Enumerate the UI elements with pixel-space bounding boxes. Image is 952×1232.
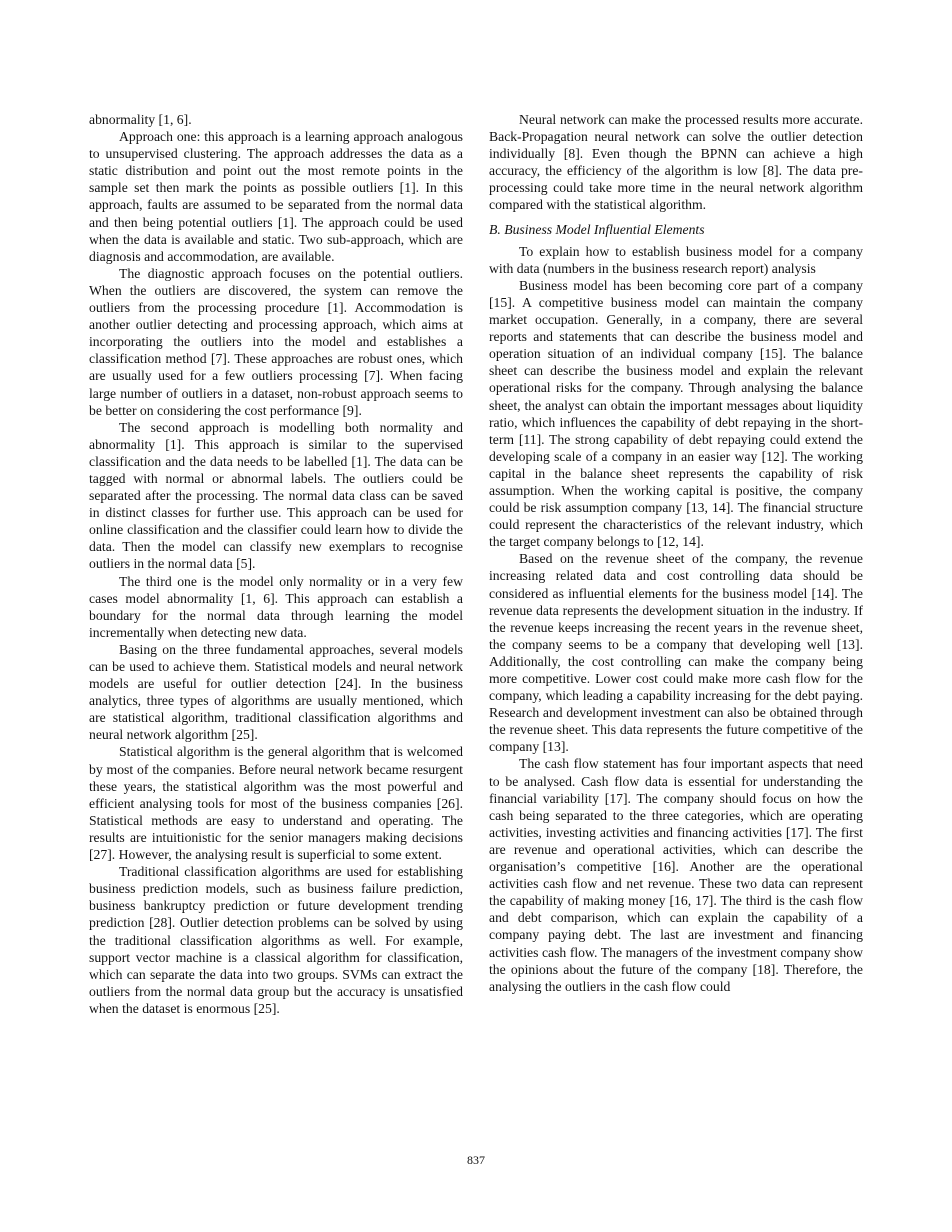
paragraph: Statistical algorithm is the general algorithm that is welcomed by most of the companies. Before neural network became resurgent these years, the statistical algorithm was the most powerful and efficient analysing tools for most of the business companies [26]. Statistical methods are easy to understand and operating. The results are intuitionistic for the senior managers making decisions [27]. However, the analysing result is superficial to some extent. [89,744,463,863]
paragraph: The diagnostic approach focuses on the potential outliers. When the outliers are discovered, the system can remove the outliers from the processing procedure [1]. Accommodation is another outlier detecting and processing approach, which aims at incorporating the outliers into the model and establishes a classification method [7]. These approaches are robust ones, which are usually used for a few outliers processing [7]. When facing large number of outliers in a dataset, non-robust approach seems to be better on considering the cost performance [9]. [89,265,463,418]
section-heading: B. Business Model Influential Elements [489,221,705,237]
paragraph: Approach one: this approach is a learning approach analogous to unsupervised clustering. The approach addresses the data as a static distribution and point out the most remote points in the sample set then mark the points as possible outliers [1]. In this approach, faults are assumed to be separated from the normal data and then being potential outliers [1]. The approach could be used when the data is available and static. Two sub-approach, which are diagnosis and accommodation, are available. [89,129,463,264]
paragraph: To explain how to establish business model for a company with data (numbers in the business research report) analysis [489,243,863,276]
paragraph: Based on the revenue sheet of the company, the revenue increasing related data and cost controlling data should be considered as influential elements for the business model [14]. The revenue data represents the development situation in the industry. If the revenue keeps increasing the recent years in the revenue sheet, the company seems to be a company that developing well [13]. Additionally, the cost controlling can make the company being more competitive. Lower cost could make more cash flow for the company, which leading a capability increasing for the debt paying. Research and development investment can also be obtained through the revenue sheet. This data represents the future competitive of the company [13]. [489,551,863,755]
paragraph: abnormality [1, 6]. [89,112,192,127]
right-column [489,111,863,995]
paragraph: The third one is the model only normality or in a very few cases model abnormality [1, 6]. This approach can establish a boundary for the normal data through learning the model incrementally when detecting new data. [89,573,463,640]
paragraph: Neural network can make the processed results more accurate. Back-Propagation neural network can solve the outlier detection individually [8]. Even though the BPNN can achieve a high accuracy, the efficiency of the algorithm is low [8]. The data pre-processing could take more time in the neural network algorithm compared with the statistical algorithm. [489,112,863,213]
paragraph: Traditional classification algorithms are used for establishing business prediction models, such as business failure prediction, business bankruptcy prediction or future development trending prediction [28]. Outlier detection problems can be solved by using the traditional classification algorithms as well. For example, support vector machine is a classical algorithm for classification, which can separate the data into two groups. SVMs can extract the outliers from the normal data group but the accuracy is unsatisfied when the dataset is enormous [25]. [89,864,463,1016]
paragraph: Business model has been becoming core part of a company [15]. A competitive business model can maintain the company market occupation. Generally, in a company, there are several reports and statements that can describe the business model and operation situation of an individual company [15]. The balance sheet can describe the business model and explain the relevant operational risks for the company. Through analysing the balance sheet, the analyst can obtain the important messages about liquidity ratio, which influences the capability of debt repaying in the short-term [11]. The strong capability of debt repaying could extend the developing scale of a company in an easier way [12]. The working capital in the balance sheet represents the capability of risk assumption. When the working capital is positive, the company could be risk assumption company [13, 14]. The financial structure could represent the characteristics of the relevant industry, which the target company belongs to [12, 14]. [489,277,863,550]
paragraph: The cash flow statement has four important aspects that need to be analysed. Cash flow data is essential for understanding the financial variability [17]. The company should focus on how the cash being separated to the three categories, which are operating activities, investing activities and financing activities [17]. The first are revenue and operational activities, which can describe the organisation’s competitive [16]. Another are the operational activities cash flow and net revenue. These two data can represent the capability of making money [16, 17]. The third is the cash flow and debt comparison, which can explain the capability of a company paying debt. The last are investment and financing activities cash flow. The managers of the investment company show the opinions about the future of the company [18]. Therefore, the analysing the outliers in the cash flow could [489,756,863,994]
left-column [89,111,463,1017]
paragraph: Basing on the three fundamental approaches, several models can be used to achieve them. Statistical models and neural network models are useful for outlier detection [24]. In the business analytics, three types of algorithms are usually mentioned, which are statistical algorithm, traditional classification algorithms and neural network algorithm [25]. [89,641,463,743]
page-number: 837 [467,1153,485,1167]
paragraph: The second approach is modelling both normality and abnormality [1]. This approach is similar to the supervised classification and the data needs to be labelled [1]. The data can be tagged with normal or abnormal labels. The outliers could be separated after the processing. The normal data class can be saved in distinct classes for further use. This approach can be used for online classification and the classifier could learn how to divide the data. Then the model can classify new exemplars to recognise outliers in the normal data [5]. [89,419,463,572]
